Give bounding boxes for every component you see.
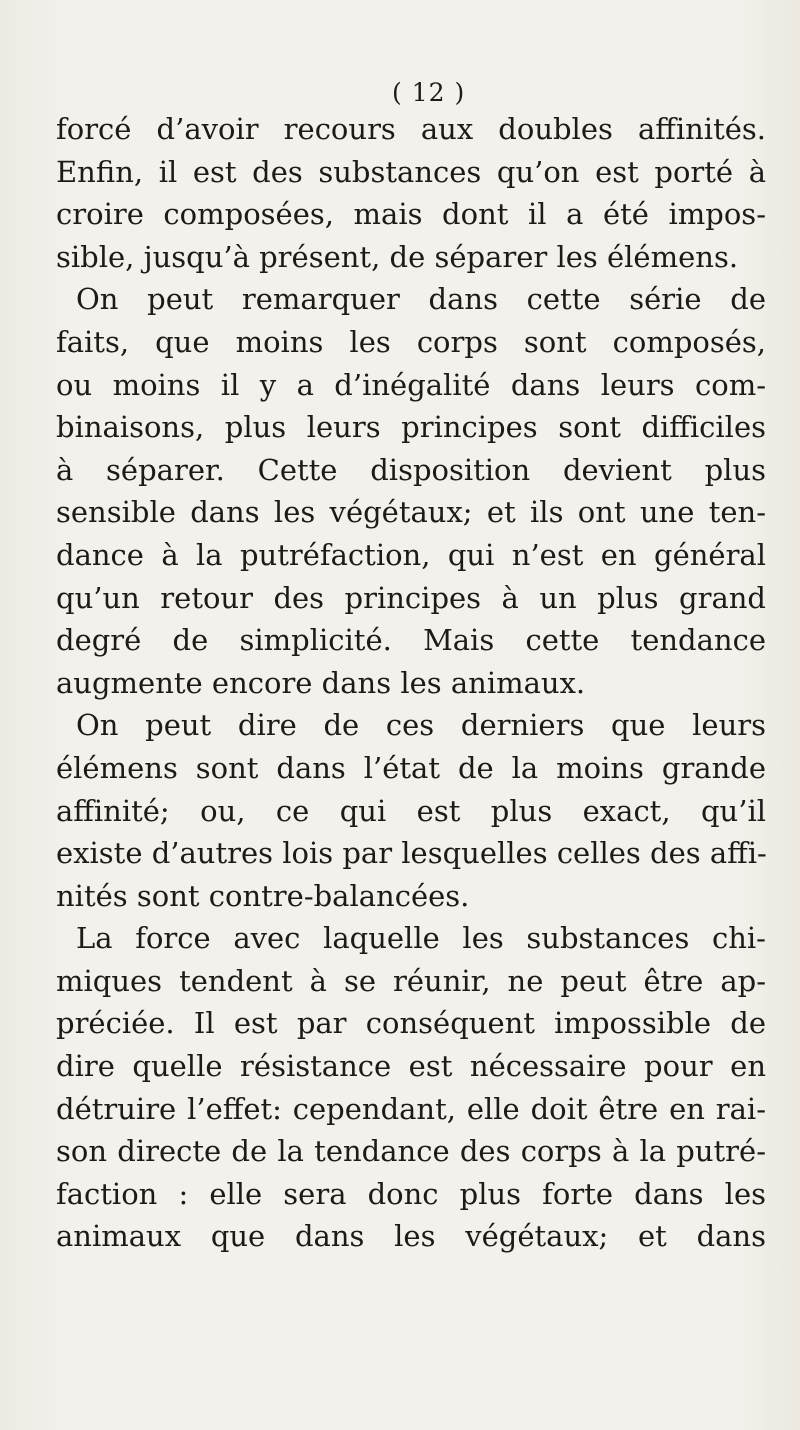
text-line: sible, jusqu’à présent, de séparer les élémens. xyxy=(56,239,739,274)
text-line: faction : elle sera donc plus forte dans les xyxy=(56,1176,766,1211)
text-line: On peut remarquer dans cette série de xyxy=(76,282,766,317)
page-number: ( 12 ) xyxy=(392,78,466,107)
text-line: degré de simplicité. Mais cette tendance xyxy=(56,623,766,658)
text-line: à séparer. Cette disposition devient plus xyxy=(56,452,766,487)
text-line: nités sont contre-balancées. xyxy=(56,878,470,913)
text-line: Enfin, il est des substances qu’on est porté à xyxy=(56,154,766,189)
text-line: dire quelle résistance est nécessaire pour en xyxy=(56,1049,766,1084)
body-text xyxy=(56,108,766,1258)
text-line: binaisons, plus leurs principes sont difficiles xyxy=(56,410,766,445)
text-line: son directe de la tendance des corps à la putré- xyxy=(56,1134,766,1169)
text-line: miques tendent à se réunir, ne peut être ap- xyxy=(56,963,766,998)
text-line: augmente encore dans les animaux. xyxy=(56,665,586,700)
text-line: croire composées, mais dont il a été impos- xyxy=(56,197,766,232)
text-line: animaux que dans les végétaux; et dans xyxy=(56,1219,766,1254)
text-line: dance à la putréfaction, qui n’est en général xyxy=(56,537,766,572)
text-line: La force avec laquelle les substances chi- xyxy=(76,921,766,956)
text-line: faits, que moins les corps sont composés, xyxy=(56,324,766,359)
text-line: préciée. Il est par conséquent impossible de xyxy=(56,1006,766,1041)
text-line: ou moins il y a d’inégalité dans leurs com- xyxy=(56,367,766,402)
text-line: affinité; ou, ce qui est plus exact, qu’il xyxy=(56,793,766,828)
text-line: On peut dire de ces derniers que leurs xyxy=(76,708,766,743)
text-line: qu’un retour des principes à un plus grand xyxy=(56,580,766,615)
text-line: sensible dans les végétaux; et ils ont une ten- xyxy=(56,495,766,530)
text-line: détruire l’effet: cependant, elle doit être en rai- xyxy=(56,1091,766,1126)
text-line: existe d’autres lois par lesquelles celles des affi- xyxy=(56,836,767,871)
text-line: élémens sont dans l’état de la moins grande xyxy=(56,750,766,785)
text-line: forcé d’avoir recours aux doubles affinités. xyxy=(56,112,766,146)
